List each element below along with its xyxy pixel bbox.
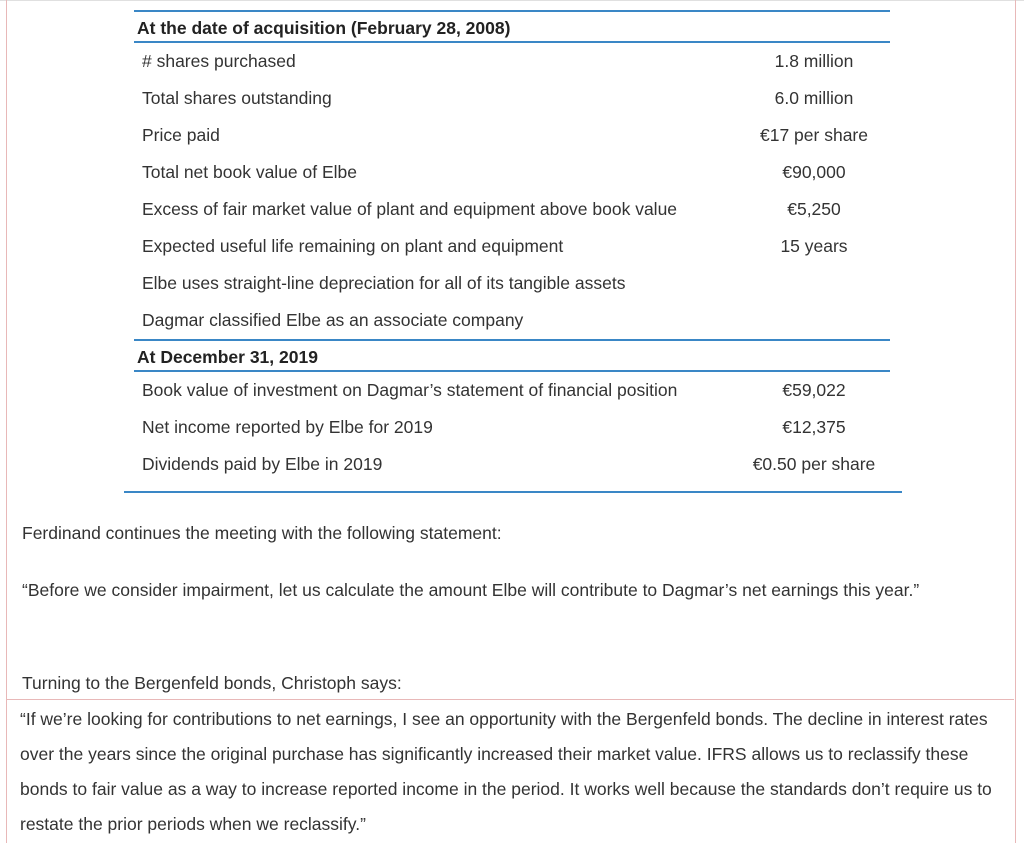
row-label: Elbe uses straight-line depreciation for all of its tangible assets [142,273,626,293]
row-label: Dividends paid by Elbe in 2019 [142,454,383,474]
paragraph-christoph-intro: Turning to the Bergenfeld bonds, Christoph says: [22,673,402,693]
table-row [124,80,902,117]
section-header-december: At December 31, 2019 [134,339,890,372]
row-label: Book value of investment on Dagmar’s statement of financial position [142,380,678,400]
row-label: Expected useful life remaining on plant and equipment [142,236,564,256]
table-row [124,43,902,80]
paragraph-ferdinand-quote: “Before we consider impairment, let us calculate the amount Elbe will contribute to Dagmar’s net earnings this year.” [22,580,920,600]
table-row [124,117,902,154]
paragraph-ferdinand-intro: Ferdinand continues the meeting with the following statement: [22,523,502,543]
row-label: Excess of fair market value of plant and equipment above book value [142,199,678,219]
table-bottom-rule [124,491,902,493]
top-border [0,0,1024,1]
acquisition-table [124,10,902,483]
paragraph-christoph-quote: “If we’re looking for contributions to net earnings, I see an opportunity with the Bergenfeld bonds. The decline in interest rates over the years since the original purchase has significantly increased their market value. IFRS allows us to reclassify these bonds to fair value as a way to increase reported income in the period. It works well because the standards don’t require us to restate the prior periods when we reclassify.” [20,709,992,834]
row-value: €17 per share [760,125,868,145]
row-label: Net income reported by Elbe for 2019 [142,417,433,437]
row-value: €90,000 [782,162,846,182]
table-row [124,191,902,228]
row-label: Price paid [142,125,220,145]
row-value: €59,022 [782,380,846,400]
row-value: 6.0 million [774,88,854,108]
table-row [124,265,902,302]
table-row [124,446,902,483]
row-value: €12,375 [782,417,846,437]
row-label: Total net book value of Elbe [142,162,358,182]
row-value: 15 years [780,236,848,256]
table-row [124,302,902,339]
right-border [1015,0,1016,843]
section-header-acquisition: At the date of acquisition (February 28, 2008) [134,10,890,43]
row-value: €5,250 [787,199,841,219]
row-value: 1.8 million [774,51,854,71]
row-value: €0.50 per share [752,454,876,474]
row-label: Dagmar classified Elbe as an associate company [142,310,524,330]
table-row [124,372,902,409]
row-label: Total shares outstanding [142,88,332,108]
table-row [124,154,902,191]
table-row [124,409,902,446]
table-row [124,228,902,265]
row-label: # shares purchased [142,51,296,71]
